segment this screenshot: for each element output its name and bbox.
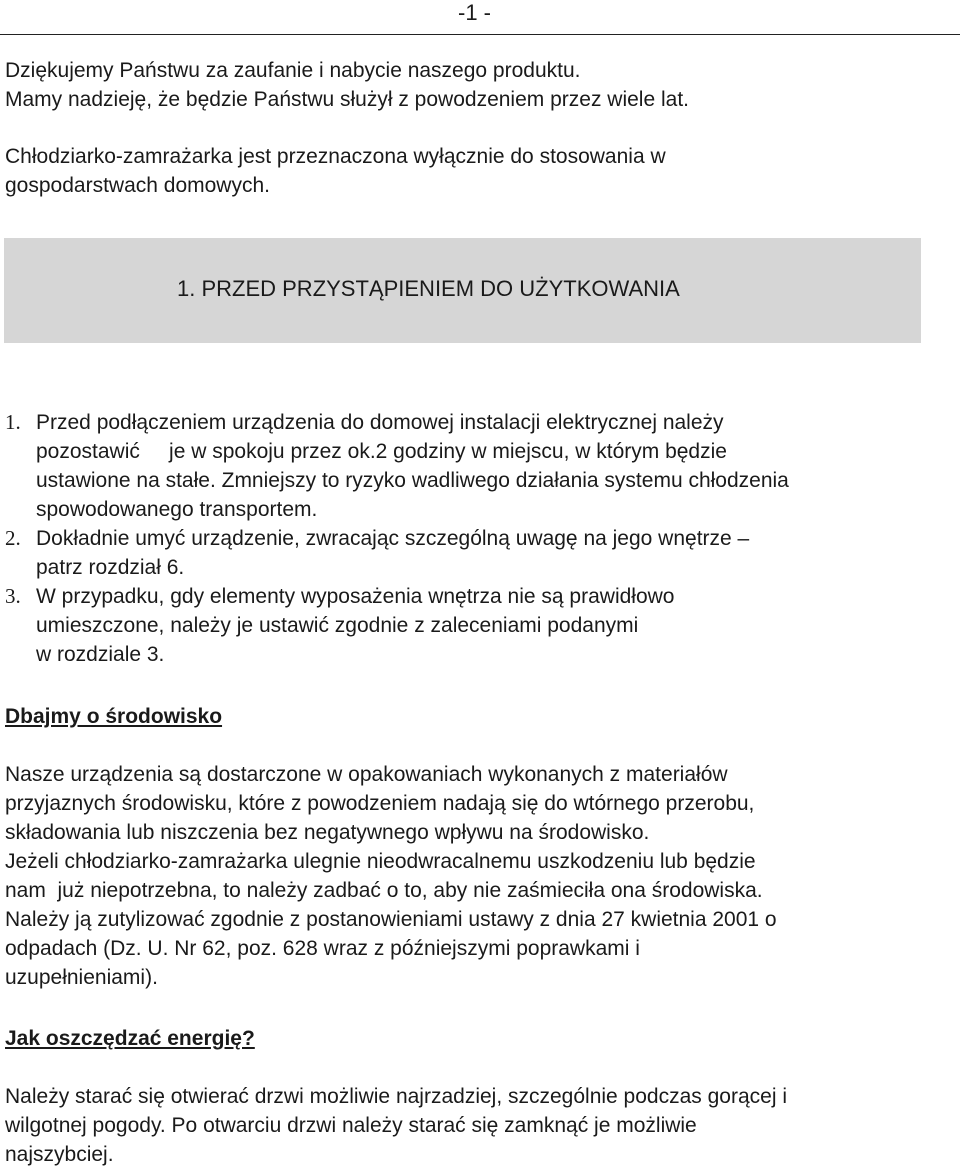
text-line: Nasze urządzenia są dostarczone w opakowaniach wykonanych z materiałów: [5, 763, 728, 786]
text-line: wilgotnej pogody. Po otwarciu drzwi należy starać się zamknąć je możliwie: [5, 1114, 697, 1137]
step-number: 2.: [5, 526, 21, 550]
text-line: przyjaznych środowisku, które z powodzeniem nadają się do wtórnego przerobu,: [5, 792, 755, 815]
environment-body: [5, 760, 777, 992]
step-item: [5, 524, 955, 582]
step-number: 3.: [5, 584, 21, 608]
step-line: spowodowanego transportem.: [36, 498, 318, 521]
text-line: odpadach (Dz. U. Nr 62, poz. 628 wraz z późniejszymi poprawkami i: [5, 937, 640, 960]
step-item: [5, 582, 955, 669]
text-line: Chłodziarko-zamrażarka jest przeznaczona wyłącznie do stosowania w: [5, 145, 666, 168]
text-line: nam już niepotrzebna, to należy zadbać o to, aby nie zaśmieciła ona środowiska.: [5, 879, 763, 902]
text-line: Dziękujemy Państwu za zaufanie i nabycie naszego produktu.: [5, 59, 581, 82]
environment-heading: Dbajmy o środowisko: [5, 705, 223, 728]
step-number: 1.: [5, 410, 21, 434]
step-item: [5, 408, 955, 524]
step-line: pozostawić je w spokoju przez ok.2 godziny w miejscu, w którym będzie: [36, 440, 727, 463]
step-line: patrz rozdział 6.: [36, 556, 185, 579]
section-title: 1. PRZED PRZYSTĄPIENIEM DO UŻYTKOWANIA: [177, 276, 680, 301]
step-line: umieszczone, należy je ustawić zgodnie z zaleceniami podanymi: [36, 614, 639, 637]
text-line: gospodarstwach domowych.: [5, 174, 270, 197]
text-line: uzupełnieniami).: [5, 966, 158, 989]
text-line: Jeżeli chłodziarko-zamrażarka ulegnie nieodwracalnemu uszkodzeniu lub będzie: [5, 850, 756, 873]
intro-purpose: [5, 142, 666, 200]
energy-heading: Jak oszczędzać energię?: [5, 1027, 255, 1050]
text-line: najszybciej.: [5, 1143, 114, 1166]
text-line: Należy starać się otwierać drzwi możliwie najrzadziej, szczególnie podczas gorącej i: [5, 1085, 787, 1108]
intro-thanks: [5, 56, 689, 114]
energy-body: [5, 1082, 787, 1169]
step-line: ustawione na stałe. Zmniejszy to ryzyko wadliwego działania systemu chłodzenia: [36, 469, 789, 492]
header-rule: [0, 34, 960, 35]
step-line: Dokładnie umyć urządzenie, zwracając szczególną uwagę na jego wnętrze –: [36, 527, 750, 550]
setup-steps-list: [5, 408, 955, 669]
text-line: Należy ją zutylizować zgodnie z postanowieniami ustawy z dnia 27 kwietnia 2001 o: [5, 908, 777, 931]
step-line: W przypadku, gdy elementy wyposażenia wnętrza nie są prawidłowo: [36, 585, 675, 608]
text-line: składowania lub niszczenia bez negatywnego wpływu na środowisko.: [5, 821, 650, 844]
step-line: Przed podłączeniem urządzenia do domowej instalacji elektrycznej należy: [36, 411, 724, 434]
page-number: -1 -: [458, 0, 491, 25]
text-line: Mamy nadzieję, że będzie Państwu służył z powodzeniem przez wiele lat.: [5, 88, 689, 111]
step-line: w rozdziale 3.: [36, 643, 165, 666]
